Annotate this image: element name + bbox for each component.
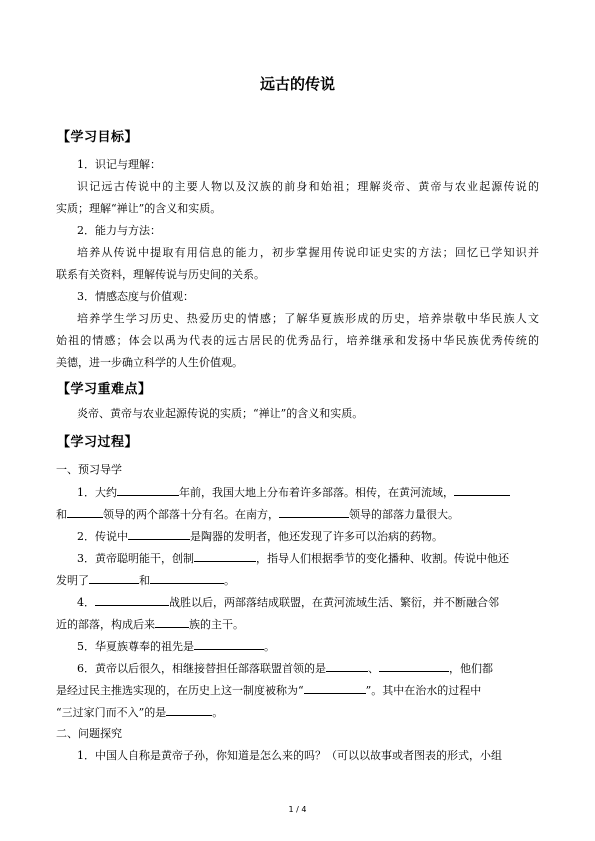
subsection-preview: 一、预习导学 xyxy=(56,463,122,476)
answer-blank[interactable] xyxy=(304,683,366,694)
answer-blank[interactable] xyxy=(117,485,179,496)
goal-1-text-2: 实质；理解“禅让”的含义和实质。 xyxy=(56,202,222,215)
goal-1-text-1: 识记远古传说中的主要人物以及汉族的前身和始祖；理解炎帝、黄帝与农业起源传说的 xyxy=(77,180,539,193)
section-heading-process: 【学习过程】 xyxy=(57,435,139,450)
keypoints-text: 炎帝、黄帝与农业起源传说的实质；“禅让”的含义和实质。 xyxy=(77,407,364,420)
answer-blank[interactable] xyxy=(67,507,103,518)
goal-1-label: 1．识记与理解： xyxy=(77,158,161,171)
question-1-line-2: 和 领导的两个部落十分有名。在南方， 领导的部落力量很大。 xyxy=(56,508,459,521)
answer-blank[interactable] xyxy=(379,661,449,672)
answer-blank[interactable] xyxy=(194,639,264,650)
question-3-line-1: 3．黄帝聪明能干，创制 ，指导人们根据季节的变化播种、收割。传说中他还 xyxy=(77,552,509,565)
question-2: 2．传说中 是陶器的发明者，他还发现了许多可以治病的药物。 xyxy=(77,530,443,543)
question-5: 5．华夏族尊奉的祖先是 。 xyxy=(77,640,275,653)
goal-2-label: 2．能力与方法： xyxy=(77,224,161,237)
question-4-line-2: 近的部落，构成后来 族的主干。 xyxy=(56,618,244,631)
answer-blank[interactable] xyxy=(454,485,510,496)
goal-3-text-2: 始祖的情感；体会以禹为代表的远古居民的优秀品行，培养继承和发扬中华民族优秀传统的 xyxy=(56,334,539,347)
answer-blank[interactable] xyxy=(194,551,256,562)
question-6-line-2: 是经过民主推选实现的，在历史上这一制度被称为“ ”。其中在治水的过程中 xyxy=(56,684,482,697)
answer-blank[interactable] xyxy=(155,617,189,628)
goal-2-text-1: 培养从传说中提取有用信息的能力，初步掌握用传说印证史实的方法；回忆已学知识并 xyxy=(77,246,539,259)
page-number: 1 / 4 xyxy=(288,805,307,814)
section-heading-keypoints: 【学习重难点】 xyxy=(57,382,152,397)
answer-blank[interactable] xyxy=(128,529,190,540)
answer-blank[interactable] xyxy=(95,595,169,606)
answer-blank[interactable] xyxy=(150,573,224,584)
goal-2-text-2: 联系有关资料，理解传说与历史间的关系。 xyxy=(56,268,265,281)
section-heading-goals: 【学习目标】 xyxy=(57,130,139,145)
subsection-inquiry: 二、问题探究 xyxy=(56,727,122,740)
answer-blank[interactable] xyxy=(326,661,368,672)
question-4-line-1: 4． 战胜以后，两部落结成联盟，在黄河流域生活、繁衍，并不断融合邻 xyxy=(77,596,499,609)
goal-3-label: 3．情感态度与价值观： xyxy=(77,290,194,303)
question-1-line-1: 1．大约 年前，我国大地上分布着许多部落。相传，在黄河流域， xyxy=(77,485,560,499)
question-6-line-3: “三过家门而不入”的是 。 xyxy=(56,706,224,719)
inquiry-question-1: 1．中国人自称是黄帝子孙，你知道是怎么来的吗？（可以以故事或者图表的形式，小组 xyxy=(77,749,502,762)
question-3-line-2: 发明了 和 。 xyxy=(56,574,235,587)
answer-blank[interactable] xyxy=(279,507,349,518)
answer-blank[interactable] xyxy=(89,573,139,584)
goal-3-text-1: 培养学生学习历史、热爱历史的情感；了解华夏族形成的历史，培养崇敬中华民族人文 xyxy=(77,312,539,325)
goal-3-text-3: 美德，进一步确立科学的人生价值观。 xyxy=(56,356,243,369)
answer-blank[interactable] xyxy=(166,705,212,716)
question-6-line-1: 6．黄帝以后很久，相继接替担任部落联盟首领的是 、 ，他们都 xyxy=(77,662,493,675)
page-title: 远古的传说 xyxy=(259,75,335,93)
